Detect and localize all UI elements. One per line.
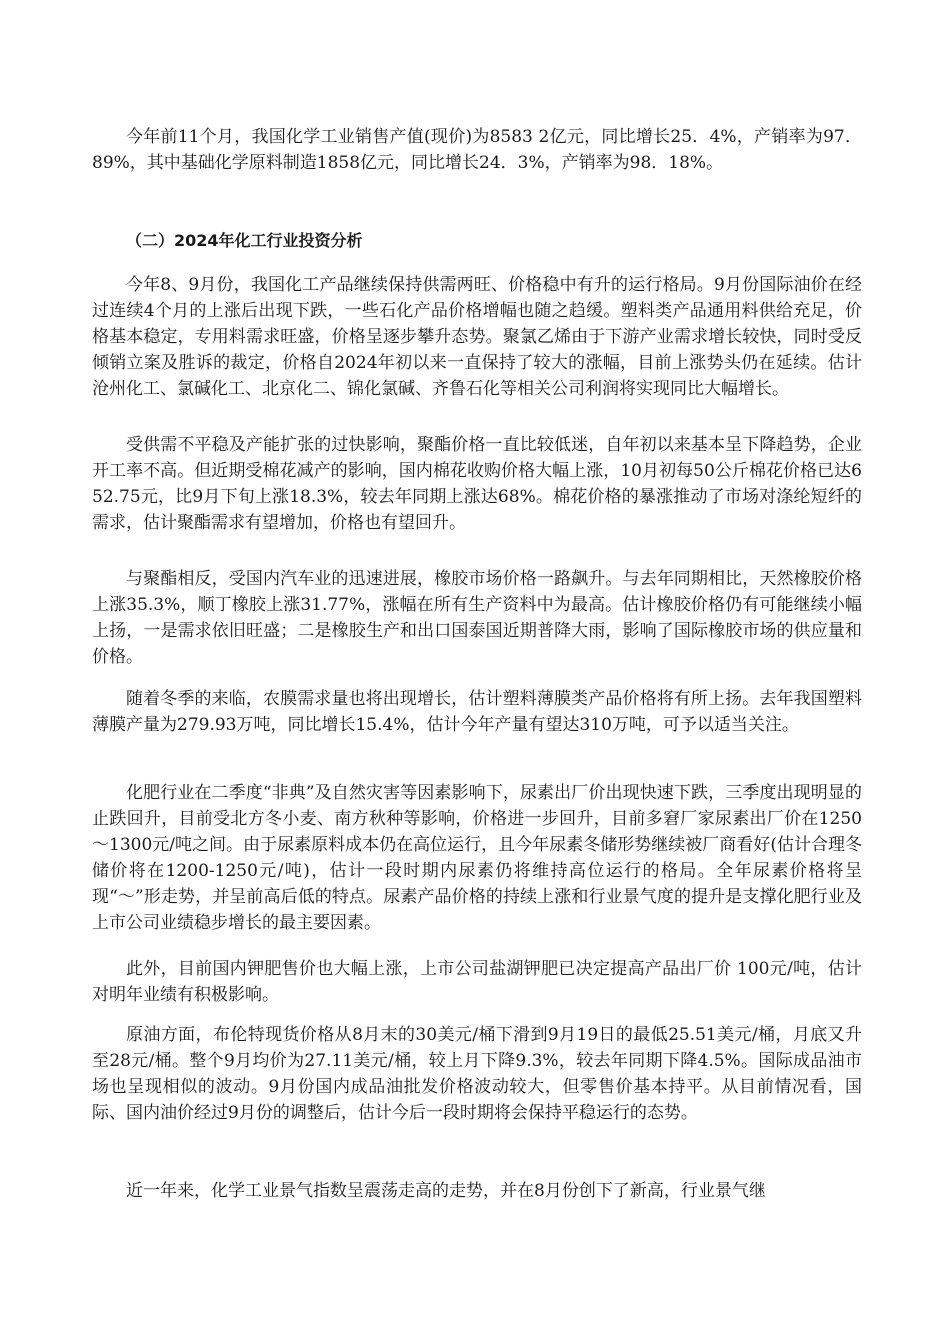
paragraph-polyester: 受供需不平稳及产能扩张的过快影响，聚酯价格一直比较低迷，自年初以来基本呈下降趋势，企业开工率不高。但近期受棉花减产的影响，国内棉花收购价格大幅上涨，10月初每50公斤棉花价格已达652.75元，比9月下旬上涨18.3%，较去年同期上涨达68%。棉花价格的暴涨推动了市场对涤纶短纤的需求，估计聚酯需求有望增加，价格也有望回升。 <box>92 435 862 533</box>
paragraph-chemical-market-overview: 今年8、9月份，我国化工产品继续保持供需两旺、价格稳中有升的运行格局。9月份国际油价在经过连续4个月的上涨后出现下跌，一些石化产品价格增幅也随之趋缓。塑料类产品通用料供给充足，价格基本稳定，专用料需求旺盛，价格呈逐步攀升态势。聚氯乙烯由于下游产业需求增长较快，同时受反倾销立案及胜诉的裁定，价格自2024年初以来一直保持了较大的涨幅，目前上涨势头仍在延续。估计沧州化工、氯碱化工、北京化二、锦化氯碱、齐鲁石化等相关公司利润将实现同比大幅增长。 <box>92 275 862 399</box>
paragraph-plastic-film: 随着冬季的来临，农膜需求量也将出现增长，估计塑料薄膜类产品价格将有所上扬。去年我国塑料薄膜产量为279.93万吨，同比增长15.4%，估计今年产量有望达310万吨，可予以适当关注。 <box>92 689 862 735</box>
paragraph-fertilizer: 化肥行业在二季度“非典”及自然灾害等因素影响下，尿素出厂价出现快速下跌，三季度出现明显的止跌回升，目前受北方冬小麦、南方秋种等影响，价格进一步回升，目前多窘厂家尿素出厂价在1250～1300元/吨之间。由于尿素原料成本仍在高位运行，且今年尿素冬储形势继续被厂商看好(估计合理冬储价将在1200-1250元/吨)，估计一段时期内尿素仍将维持高位运行的格局。全年尿素价格将呈现“～”形走势，并呈前高后低的特点。尿素产品价格的持续上涨和行业景气度的提升是支撑化肥行业及上市公司业绩稳步增长的最主要因素。 <box>92 783 862 933</box>
paragraph-crude-oil: 原油方面，布伦特现货价格从8月末的30美元/桶下滑到9月19日的最低25.51美元/桶，月底又升至28元/桶。整个9月均价为27.11美元/桶，较上月下降9.3%，较去年同期下降4.5%。国际成品油市场也呈现相似的波动。9月份国内成品油批发价格波动较大，但零售价基本持平。从目前情况看，国际、国内油价经过9月份的调整后，估计今后一段时期将会保持平稳运行的态势。 <box>92 1025 862 1123</box>
paragraph-rubber: 与聚酯相反，受国内汽车业的迅速进展，橡胶市场价格一路飙升。与去年同期相比，天然橡胶价格上涨35.3%，顺丁橡胶上涨31.77%，涨幅在所有生产资料中为最高。估计橡胶价格仍有可能继续小幅上扬，一是需求依旧旺盛；二是橡胶生产和出口国泰国近期普降大雨，影响了国际橡胶市场的供应量和价格。 <box>92 569 862 667</box>
paragraph-sales-output: 今年前11个月，我国化学工业销售产值(现价)为8583 2亿元，同比增长25．4%，产销率为97．89%，其中基础化学原料制造1858亿元，同比增长24．3%，产销率为98．18%。 <box>92 127 862 173</box>
paragraph-potash: 此外，目前国内钾肥售价也大幅上涨，上市公司盐湖钾肥已决定提高产品出厂价 100元/吨，估计对明年业绩有积极影响。 <box>92 959 862 1005</box>
section-heading-investment-analysis: （二）2024年化工行业投资分析 <box>126 231 363 250</box>
paragraph-industry-index: 近一年来，化学工业景气指数呈震荡走高的走势，并在8月份创下了新高，行业景气继 <box>126 1181 766 1201</box>
document-page <box>92 0 862 1344</box>
